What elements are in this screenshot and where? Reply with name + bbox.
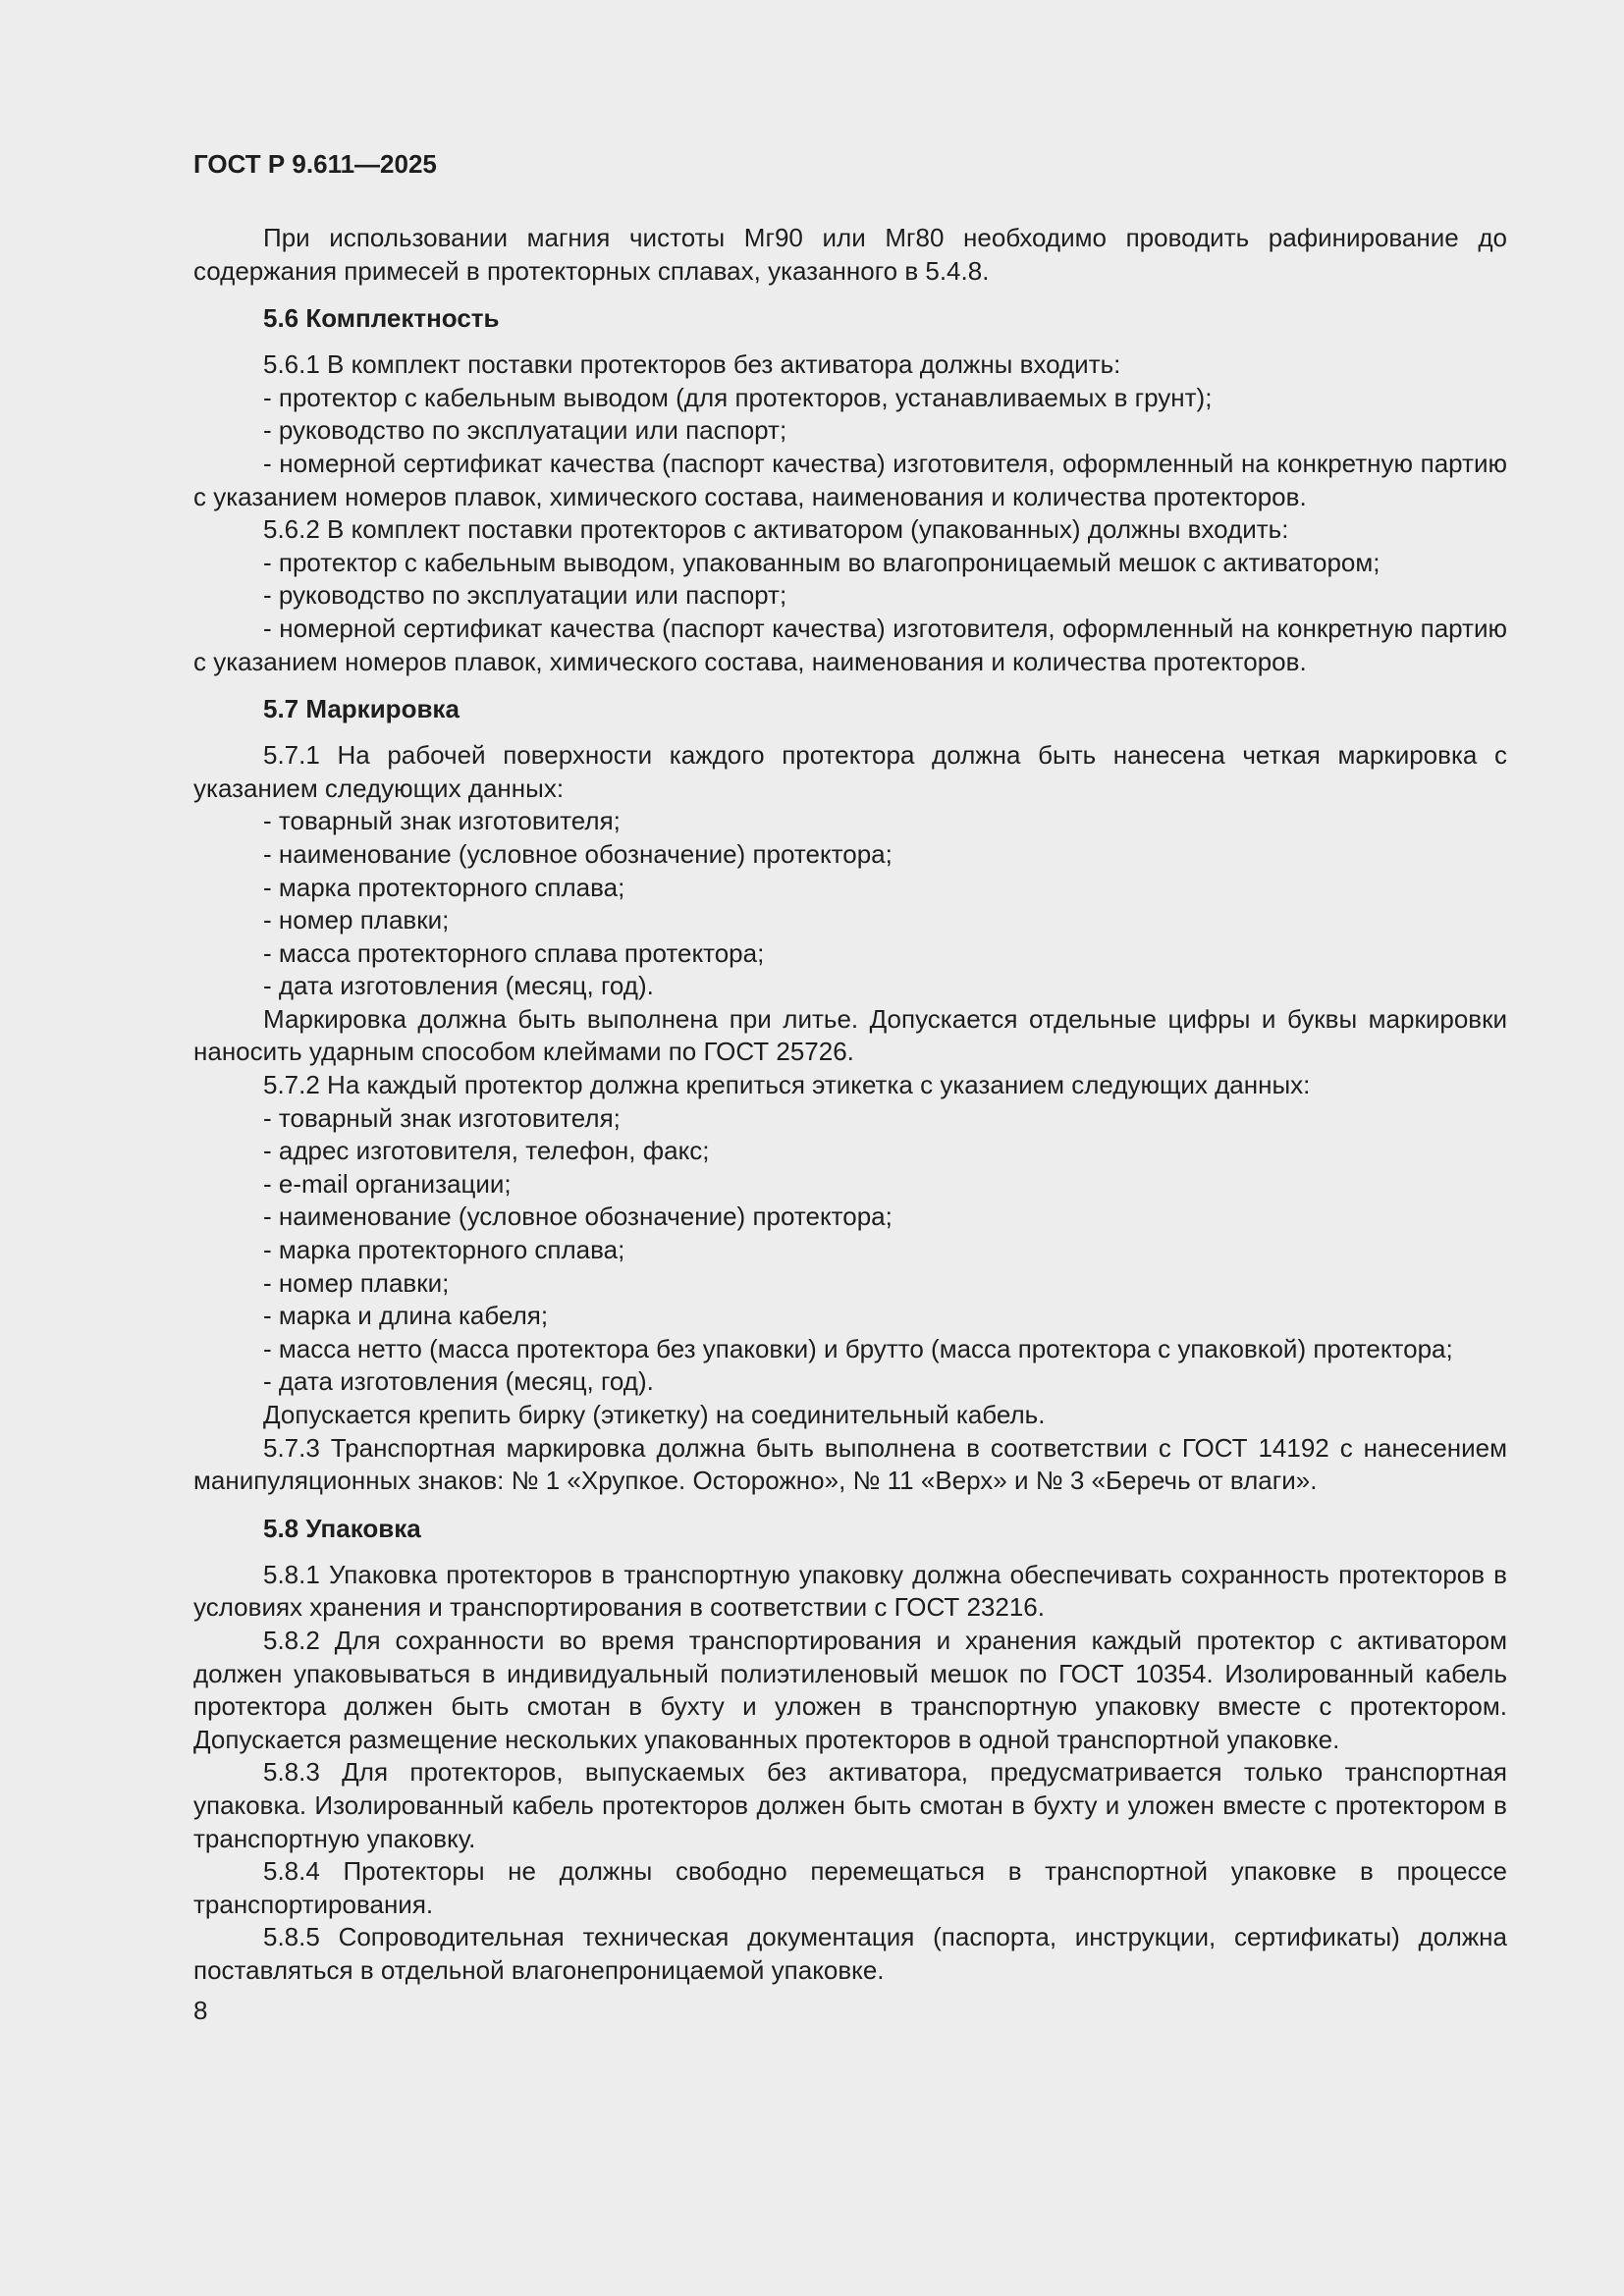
clause-5-7-1-note: Маркировка должна быть выполнена при литье. Допускается отдельные цифры и буквы маркировки наносить ударным способом клеймами по ГОСТ 25726. bbox=[193, 1003, 1507, 1067]
list-item: - товарный знак изготовителя; bbox=[263, 1102, 621, 1133]
list-item: - номерной сертификат качества (паспорт качества) изготовителя, оформленный на конкретную партию с указанием номеров плавок, химического состава, наименования и количества протекторов. bbox=[193, 448, 1507, 511]
list-item: - руководство по эксплуатации или паспорт; bbox=[263, 415, 787, 446]
clause-5-6-1: 5.6.1 В комплект поставки протекторов без активатора должны входить: bbox=[263, 349, 1121, 380]
list-item: - дата изготовления (месяц, год). bbox=[263, 971, 654, 1001]
list-item: - масса нетто (масса протектора без упаковки) и брутто (масса протектора с упаковкой) протектора; bbox=[263, 1333, 1453, 1363]
clause-5-7-2: 5.7.2 На каждый протектор должна крепиться этикетка с указанием следующих данных: bbox=[263, 1070, 1311, 1100]
list-item: - протектор с кабельным выводом (для протекторов, устанавливаемых в грунт); bbox=[263, 382, 1213, 412]
intro-paragraph: При использовании магния чистоты Мг90 или Мг80 необходимо проводить рафинирование до содержания примесей в протекторных сплавах, указанного в 5.4.8. bbox=[193, 223, 1507, 286]
list-item: - наименование (условное обозначение) протектора; bbox=[263, 1201, 893, 1232]
list-item: - адрес изготовителя, телефон, факс; bbox=[263, 1136, 710, 1166]
document-body bbox=[193, 222, 1507, 1988]
clause-5-7-1: 5.7.1 На рабочей поверхности каждого протектора должна быть нанесена четкая маркировка с указанием следующих данных: bbox=[193, 740, 1507, 803]
list-item: - руководство по эксплуатации или паспорт; bbox=[263, 580, 787, 611]
page-number: 8 bbox=[193, 1995, 208, 2025]
list-item: - дата изготовления (месяц, год). bbox=[263, 1366, 654, 1397]
document-page bbox=[193, 147, 1507, 2027]
clause-5-8-1: 5.8.1 Упаковка протекторов в транспортную упаковку должна обеспечивать сохранность протекторов в условиях хранения и транспортирования в соответствии с ГОСТ 23216. bbox=[193, 1559, 1507, 1623]
document-header: ГОСТ Р 9.611—2025 bbox=[193, 149, 437, 179]
list-item: - протектор с кабельным выводом, упакованным во влагопроницаемый мешок с активатором; bbox=[263, 547, 1380, 577]
list-item: - номер плавки; bbox=[263, 905, 450, 935]
list-item: - марка протекторного сплава; bbox=[263, 872, 625, 902]
section-5-8-heading: 5.8 Упаковка bbox=[263, 1513, 421, 1543]
clause-5-6-2: 5.6.2 В комплект поставки протекторов с активатором (упакованных) должны входить: bbox=[263, 514, 1289, 545]
list-item: - марка протекторного сплава; bbox=[263, 1235, 625, 1265]
clause-5-8-2: 5.8.2 Для сохранности во время транспортирования и хранения каждый протектор с активатором должен упаковываться в индивидуальный полиэтиленовый мешок по ГОСТ 10354. Изолированный кабель протектора должен быть смотан в бухту и уложен в транспортную упаковку вместе с протектором. Допускается размещение нескольких упакованных протекторов в одной транспортной упаковке. bbox=[193, 1625, 1507, 1754]
clause-5-8-4: 5.8.4 Протекторы не должны свободно перемещаться в транспортной упаковке в процессе транспортирования. bbox=[193, 1856, 1507, 1919]
clause-5-8-5: 5.8.5 Сопроводительная техническая документация (паспорта, инструкции, сертификаты) должна поставляться в отдельной влагонепроницаемой упаковке. bbox=[193, 1922, 1507, 1985]
list-item: - e-mail организации; bbox=[263, 1168, 512, 1199]
list-item: - наименование (условное обозначение) протектора; bbox=[263, 838, 893, 869]
list-item: - номер плавки; bbox=[263, 1267, 450, 1298]
list-item: - масса протекторного сплава протектора; bbox=[263, 937, 765, 968]
clause-5-7-2-note: Допускается крепить бирку (этикетку) на соединительный кабель. bbox=[263, 1400, 1046, 1429]
clause-5-7-3: 5.7.3 Транспортная маркировка должна быть выполнена в соответствии с ГОСТ 14192 с нанесением манипуляционных знаков: № 1 «Хрупкое. Осторожно», № 11 «Верх» и № 3 «Беречь от влаги». bbox=[193, 1432, 1507, 1496]
list-item: - товарный знак изготовителя; bbox=[263, 806, 621, 836]
section-5-6-heading: 5.6 Комплектность bbox=[263, 303, 500, 334]
clause-5-8-3: 5.8.3 Для протекторов, выпускаемых без активатора, предусматривается только транспортная упаковка. Изолированный кабель протекторов должен быть смотан в бухту и уложен вместе с протектором в транспортную упаковку. bbox=[193, 1757, 1507, 1853]
list-item: - номерной сертификат качества (паспорт качества) изготовителя, оформленный на конкретную партию с указанием номеров плавок, химического состава, наименования и количества протекторов. bbox=[193, 613, 1507, 676]
list-item: - марка и длина кабеля; bbox=[263, 1301, 549, 1331]
section-5-7-heading: 5.7 Маркировка bbox=[263, 694, 460, 724]
